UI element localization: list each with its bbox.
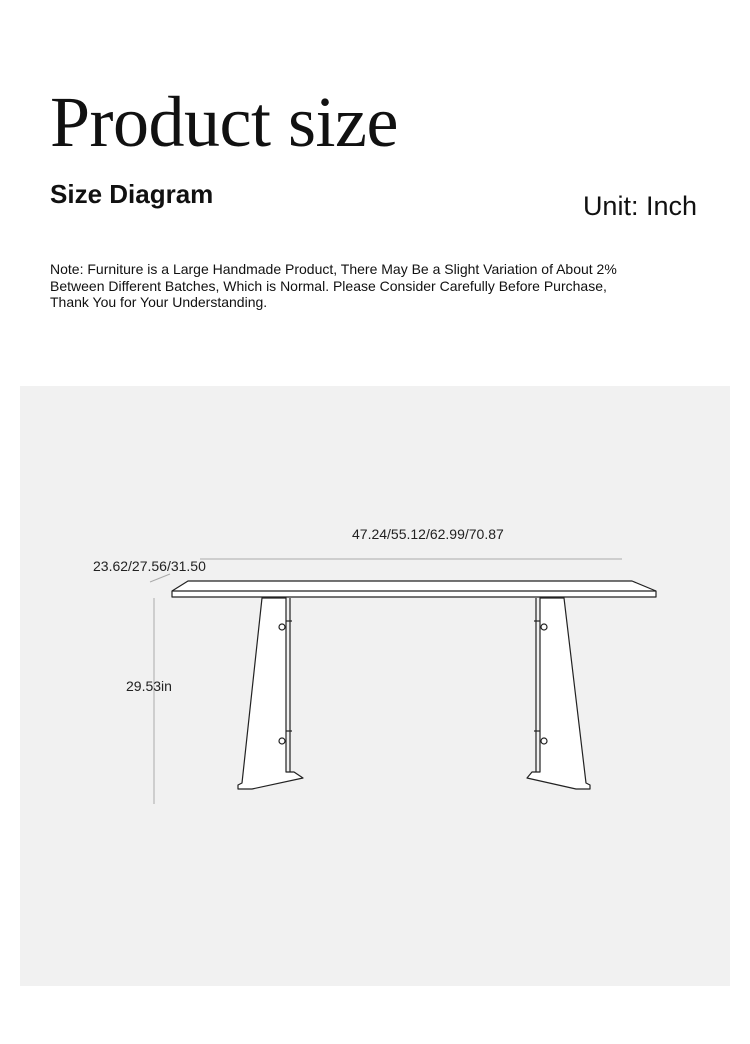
height-dimension-label: 29.53in xyxy=(126,678,172,694)
size-diagram-heading: Size Diagram xyxy=(50,179,214,209)
right-leg-lower-bolt xyxy=(541,738,547,744)
left-leg-lower-bolt xyxy=(279,738,285,744)
unit-label: Unit: Inch xyxy=(582,191,697,221)
right-leg-upper-bolt xyxy=(541,624,547,630)
table-top xyxy=(172,581,656,597)
left-table-leg xyxy=(238,598,303,789)
length-dimension-label: 47.24/55.12/62.99/70.87 xyxy=(352,526,504,542)
page-title: Product size xyxy=(50,82,398,162)
depth-dimension-line xyxy=(150,574,170,582)
note-text: Note: Furniture is a Large Handmade Product, There May Be a Slight Variation of About 2% Between Different Batches, Which is Normal. Please Consider Carefully Before Purchase, Thank You for Your Understanding. xyxy=(50,261,617,310)
depth-dimension-label: 23.62/27.56/31.50 xyxy=(93,558,206,574)
right-table-leg xyxy=(527,598,590,789)
size-diagram-panel xyxy=(20,386,730,986)
left-leg-upper-bolt xyxy=(279,624,285,630)
